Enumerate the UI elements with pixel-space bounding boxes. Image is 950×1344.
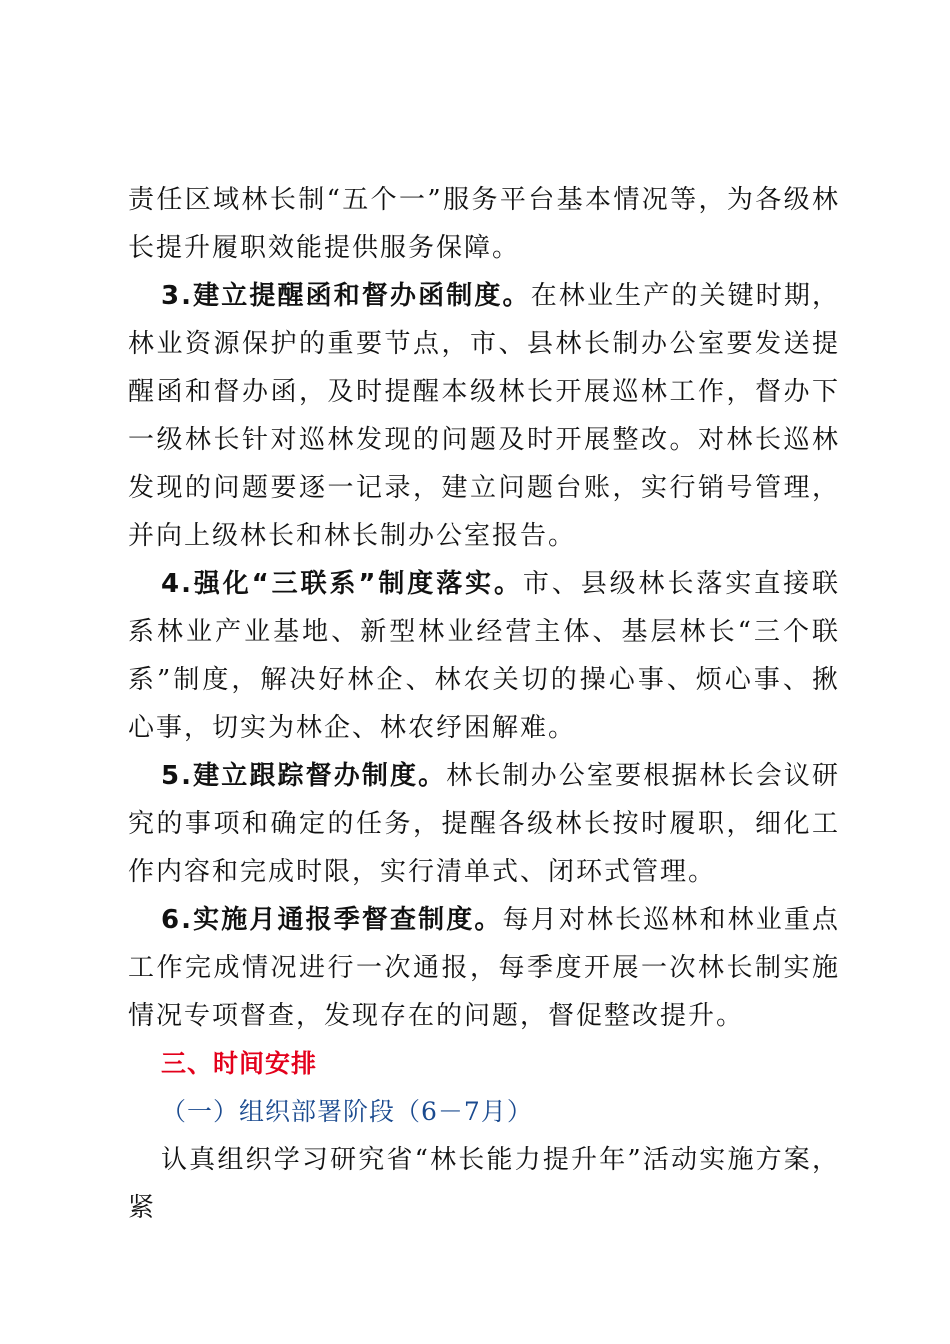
item-4-paragraph xyxy=(128,560,840,752)
final-paragraph: 认真组织学习研究省“林长能力提升年”活动实施方案，紧 xyxy=(128,1145,840,1223)
item-3-paragraph xyxy=(128,272,840,560)
subsection-heading: （一）组织部署阶段（6－7月） xyxy=(161,1097,533,1126)
item-3-text: 在林业生产的关键时期，林业资源保护的重要节点，市、县林长制办公室要发送提醒函和督办函，及时提醒本级林长开展巡林工作，督办下一级林长针对巡林发现的问题及时开展整改。对林长巡林发现的问题要逐一记录，建立问题台账，实行销号管理，并向上级林长和林长制办公室报告。 xyxy=(128,281,840,551)
item-6-text: 每月对林长巡林和林业重点工作完成情况进行一次通报，每季度开展一次林长制实施情况专项督查，发现存在的问题，督促整改提升。 xyxy=(128,905,840,1031)
item-6-paragraph xyxy=(128,896,840,1040)
item-4-text: 市、县级林长落实直接联系林业产业基地、新型林业经营主体、基层林长“三个联系”制度，解决好林企、林农关切的操心事、烦心事、揪心事，切实为林企、林农纾困解难。 xyxy=(128,569,840,743)
item-4-lead: 4.强化“三联系”制度落实。 xyxy=(161,569,523,599)
section-heading: 三、时间安排 xyxy=(161,1049,318,1078)
item-5-lead: 5.建立跟踪督办制度。 xyxy=(161,761,447,791)
item-6-lead: 6.实施月通报季督查制度。 xyxy=(161,905,503,935)
document-body xyxy=(128,176,840,1232)
item-3-lead: 3.建立提醒函和督办函制度。 xyxy=(161,281,531,311)
item-5-paragraph xyxy=(128,752,840,896)
item-5-text: 林长制办公室要根据林长会议研究的事项和确定的任务，提醒各级林长按时履职，细化工作内容和完成时限，实行清单式、闭环式管理。 xyxy=(128,761,840,887)
continuation-paragraph: 责任区域林长制“五个一”服务平台基本情况等，为各级林长提升履职效能提供服务保障。 xyxy=(128,185,840,263)
